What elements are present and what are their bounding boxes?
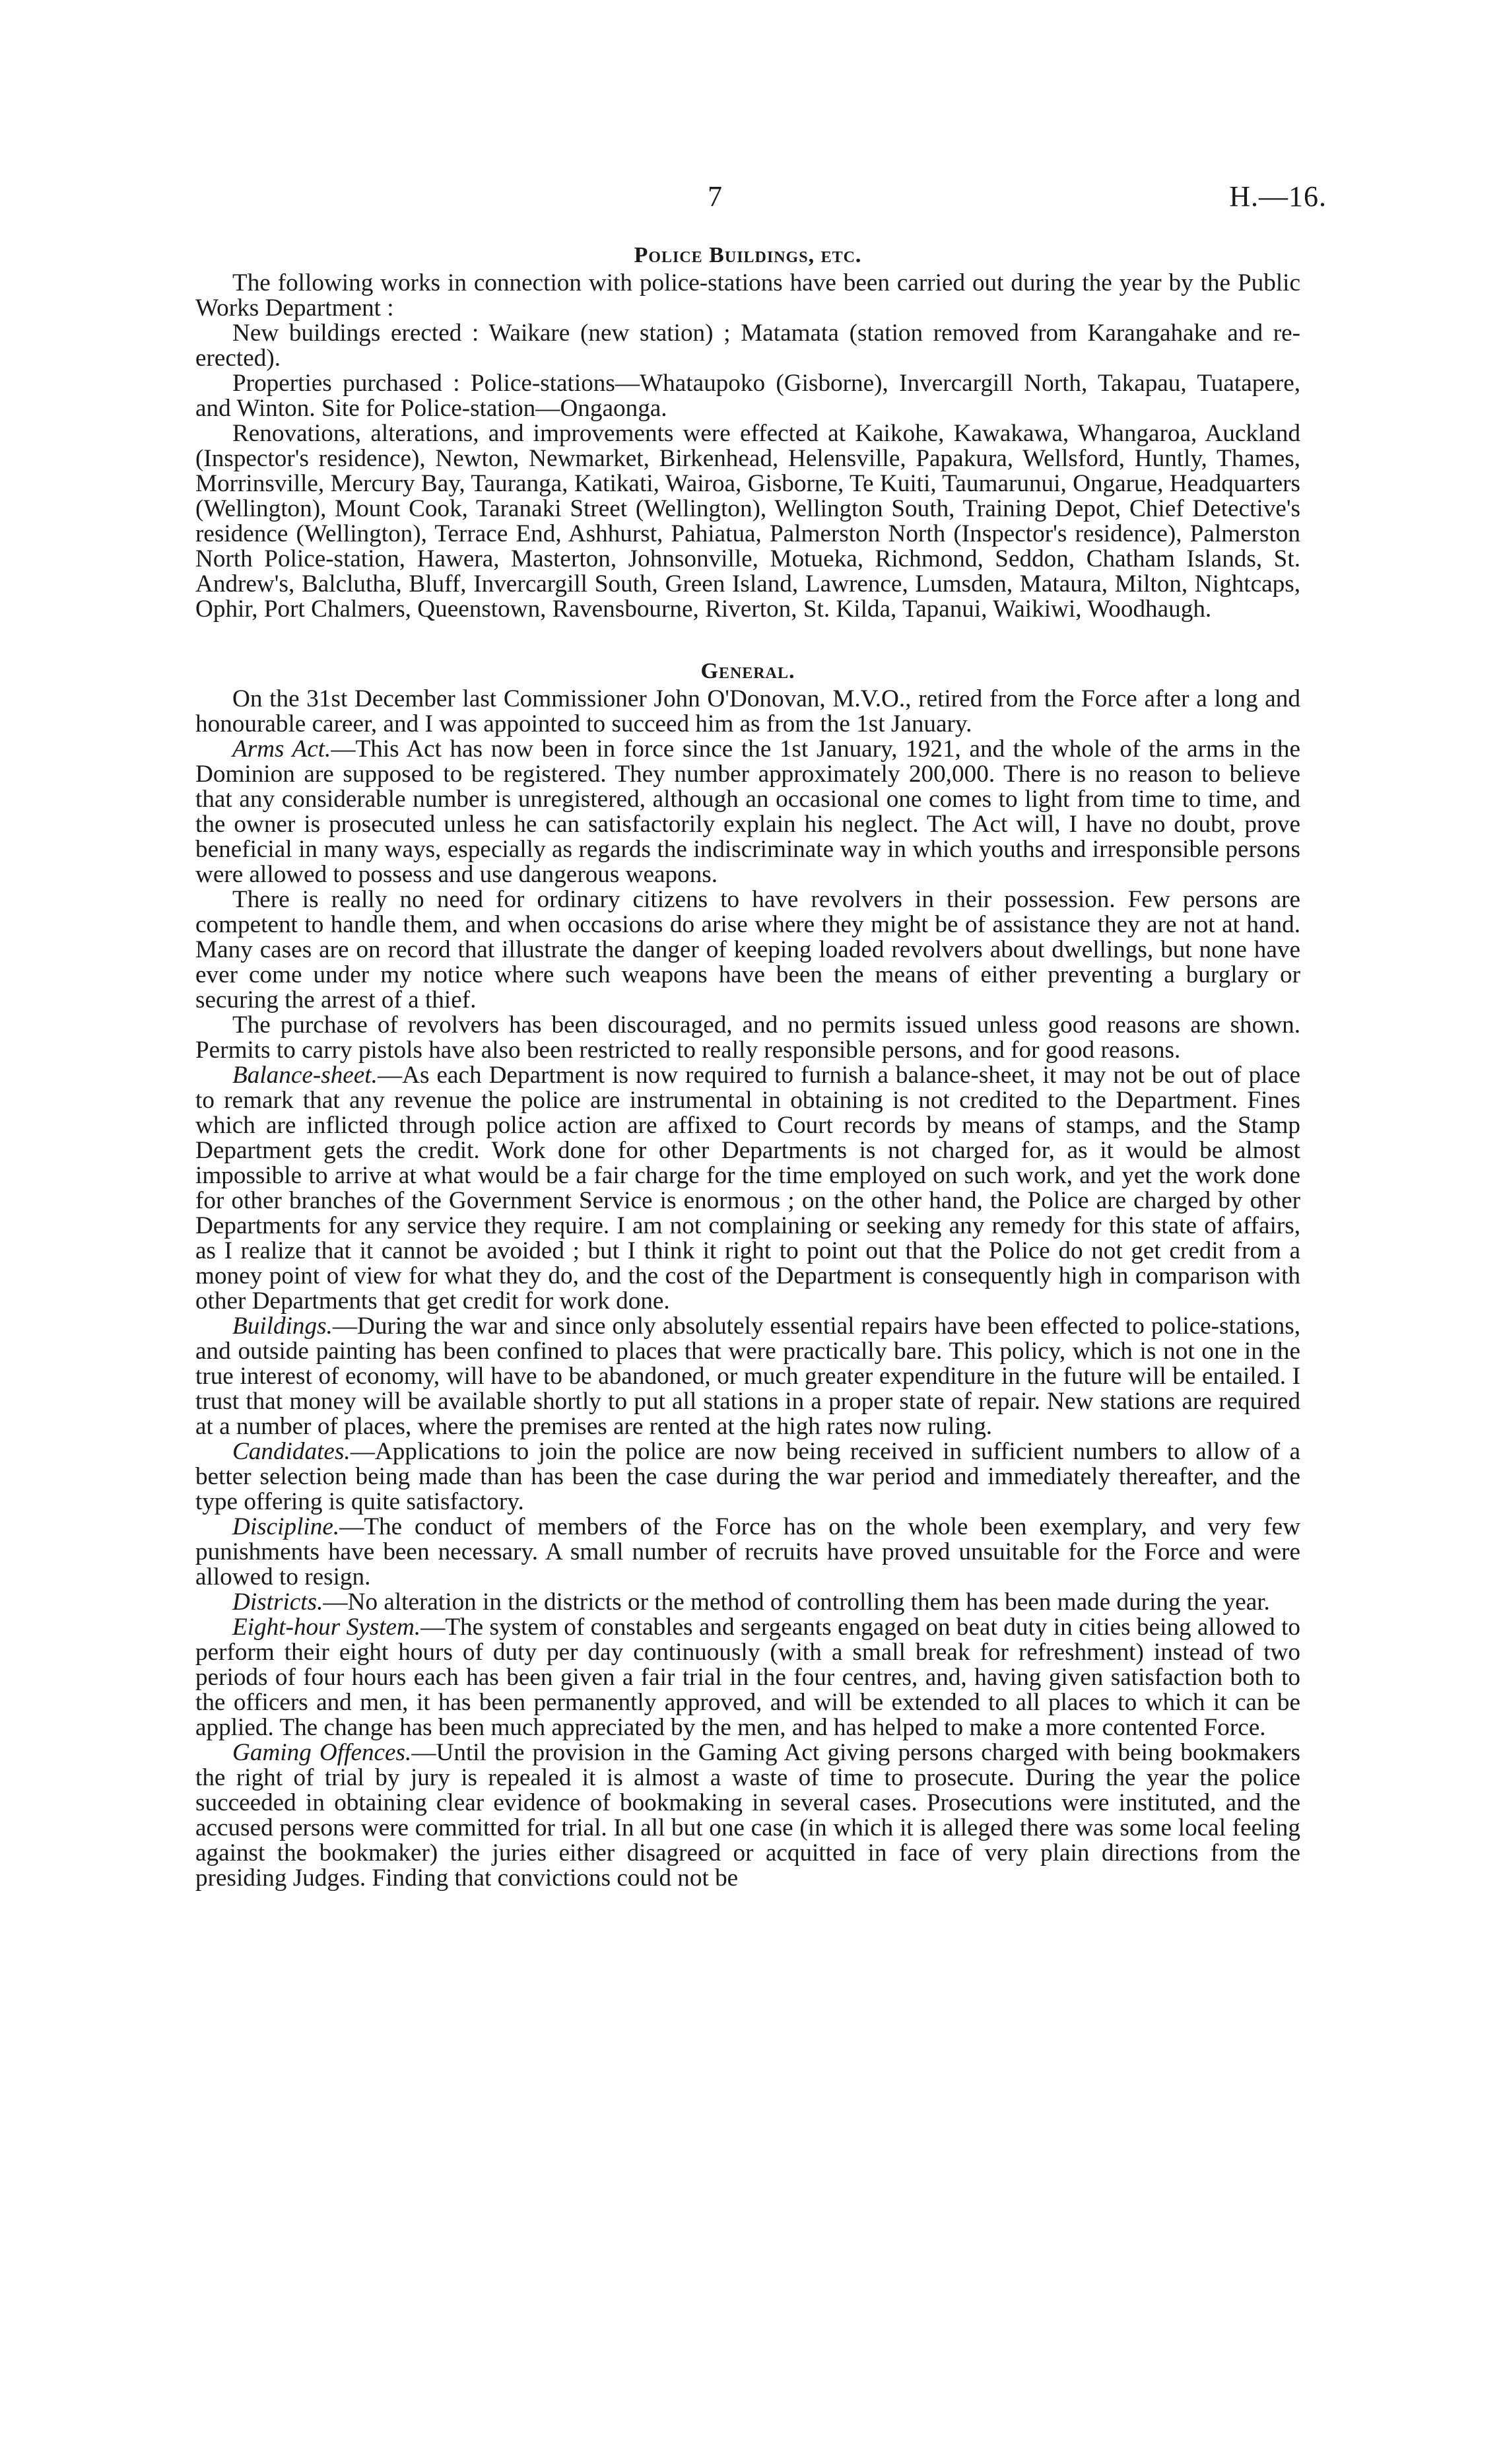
paragraph-discipline (195, 1515, 1300, 1590)
paragraph-revolvers-purchase: The purchase of revolvers has been discouraged, and no permits issued unless good reasons are shown. Permits to carry pistols have also been restricted to really responsible persons, and for good reasons. (195, 1011, 1300, 1064)
paragraph-eight-hour-system (195, 1615, 1300, 1740)
section-heading-police-buildings: Police Buildings, etc. (634, 243, 862, 267)
body-text (195, 243, 1300, 1891)
run-in-heading-arms-act: Arms Act. (232, 736, 331, 763)
paragraph-gaming-offences (195, 1740, 1300, 1891)
run-in-heading-candidates: Candidates. (232, 1438, 351, 1465)
paragraph-body: —The conduct of members of the Force has on the whole been exemplary, and very few punishments have been necessary. A small number of recruits have proved unsuitable for the Force and were allowed to resign. (195, 1513, 1300, 1591)
paragraph-buildings (195, 1314, 1300, 1439)
run-in-heading-eight-hour-system: Eight-hour System. (232, 1614, 421, 1641)
paragraph-body: —Applications to join the police are now being received in sufficient numbers to allow of a better selection being made than has been the case during the war period and immediately thereafter, and the type offering is quite satisfactory. (195, 1438, 1300, 1515)
run-in-heading-discipline: Discipline. (232, 1513, 340, 1540)
document-reference: H.—16. (1229, 180, 1327, 213)
paragraph-properties-purchased: Properties purchased : Police-stations—Whataupoko (Gisborne), Invercargill North, Takapau, Tuatapere, and Winton. Site for Police-station—Ongaonga. (195, 370, 1300, 422)
run-in-heading-districts: Districts. (232, 1589, 323, 1616)
paragraph-candidates (195, 1439, 1300, 1515)
paragraph-arms-act (195, 737, 1300, 887)
paragraph-body: —During the war and since only absolutely essential repairs have been effected to police-stations, and outside painting has been confined to places that were practically bare. This policy, which is not one in the true interest of economy, will have to be abandoned, or much greater expenditure in the future will be entailed. I trust that money will be available shortly to put all stations in a proper state of repair. New stations are required at a number of places, where the premises are rented at the high rates now ruling. (195, 1313, 1300, 1440)
paragraph-districts (195, 1590, 1300, 1615)
paragraph-body: —The system of constables and sergeants engaged on beat duty in cities being allowed to perform their eight hours of duty per day continuously (with a small break for refreshment) instead of two periods of four hours each has been given a fair trial in the four centres, and, having given satisfaction both to the officers and men, it has been permanently approved, and will be extended to all places to which it can be applied. The change has been much appreciated by the men, and has helped to make a more contented Force. (195, 1614, 1300, 1741)
section-heading-general: General. (700, 659, 795, 683)
run-in-heading-gaming-offences: Gaming Offences. (232, 1739, 412, 1766)
paragraph-renovations: Renovations, alterations, and improvements were effected at Kaikohe, Kawakawa, Whangaroa, Auckland (Inspector's residence), Newton, Newmarket, Birkenhead, Helensville, Papakura, Wellsford, Huntly, Thames, Morrinsville, Mercury Bay, Tauranga, Katikati, Wairoa, Gisborne, Te Kuiti, Taumarunui, Ongarue, Headquarters (Wellington), Mount Cook, Taranaki Street (Wellington), Wellington South, Training Depot, Chief Detective's residence (Wellington), Terrace End, Ashhurst, Pahiatua, Palmerston North (Inspector's residence), Palmerston North Police-station, Hawera, Masterton, Johnsonville, Motueka, Richmond, Seddon, Chatham Islands, St. Andrew's, Balclutha, Bluff, Invercargill South, Green Island, Lawrence, Lumsden, Mataura, Milton, Nightcaps, Ophir, Port Chalmers, Queenstown, Ravensbourne, Riverton, St. Kilda, Tapanui, Waikiwi, Woodhaugh. (195, 420, 1300, 623)
paragraph-body: —As each Department is now required to furnish a balance-sheet, it may not be out of place to remark that any revenue the police are instrumental in obtaining is not credited to the Department. Fines which are inflicted through police action are affixed to Court records by means of stamps, and the Stamp Department gets the credit. Work done for other Departments is not charged for, as it would be almost impossible to arrive at what would be a fair charge for the time employed on such work, and yet the work done for other branches of the Government Service is enormous ; on the other hand, the Police are charged by other Departments for any service they require. I am not complaining or seeking any remedy for this state of affairs, as I realize that it cannot be avoided ; but I think it right to point out that the Police do not get credit from a money point of view for what they do, and the cost of the Department is consequently high in comparison with other Departments that get credit for work done. (195, 1062, 1300, 1315)
paragraph-body: —No alteration in the districts or the method of controlling them has been made during the year. (323, 1589, 1270, 1616)
paragraph-works-intro: The following works in connection with police-stations have been carried out during the year by the Public Works Department : (195, 269, 1300, 322)
paragraph-body: —Until the provision in the Gaming Act giving persons charged with being bookmakers the right of trial by jury is repealed it is almost a waste of time to prosecute. During the year the police succeeded in obtaining clear evidence of bookmaking in several cases. Prosecutions were instituted, and the accused persons were committed for trial. In all but one case (in which it is alleged there was some local feeling against the bookmaker) the juries either disagreed or acquitted in face of very plain directions from the presiding Judges. Finding that convictions could not be (195, 1739, 1300, 1892)
paragraph-body: —This Act has now been in force since the 1st January, 1921, and the whole of the arms in the Dominion are supposed to be registered. They number approximately 200,000. There is no reason to believe that any considerable number is unregistered, although an occasional one comes to light from time to time, and the owner is prosecuted unless he can satisfactorily explain his neglect. The Act will, I have no doubt, prove beneficial in many ways, especially as regards the indiscriminate way in which youths and irresponsible persons were allowed to possess and use dangerous weapons. (195, 736, 1300, 888)
page-number: 7 (708, 180, 722, 213)
paragraph-new-buildings: New buildings erected : Waikare (new station) ; Matamata (station removed from Karangahake and re-erected). (195, 320, 1300, 372)
run-in-heading-balance-sheet: Balance-sheet. (232, 1062, 378, 1089)
paragraph-commissioner: On the 31st December last Commissioner John O'Donovan, M.V.O., retired from the Force after a long and honourable career, and I was appointed to succeed him as from the 1st January. (195, 685, 1300, 737)
paragraph-balance-sheet (195, 1063, 1300, 1314)
paragraph-revolvers-need: There is really no need for ordinary citizens to have revolvers in their possession. Few persons are competent to handle them, and when occasions do arise where they might be of assistance they are not at hand. Many cases are on record that illustrate the danger of keeping loaded revolvers about dwellings, but none have ever come under my notice where such weapons have been the means of either preventing a burglary or securing the arrest of a thief. (195, 886, 1300, 1013)
page-header (0, 180, 1505, 219)
run-in-heading-buildings: Buildings. (232, 1313, 333, 1340)
